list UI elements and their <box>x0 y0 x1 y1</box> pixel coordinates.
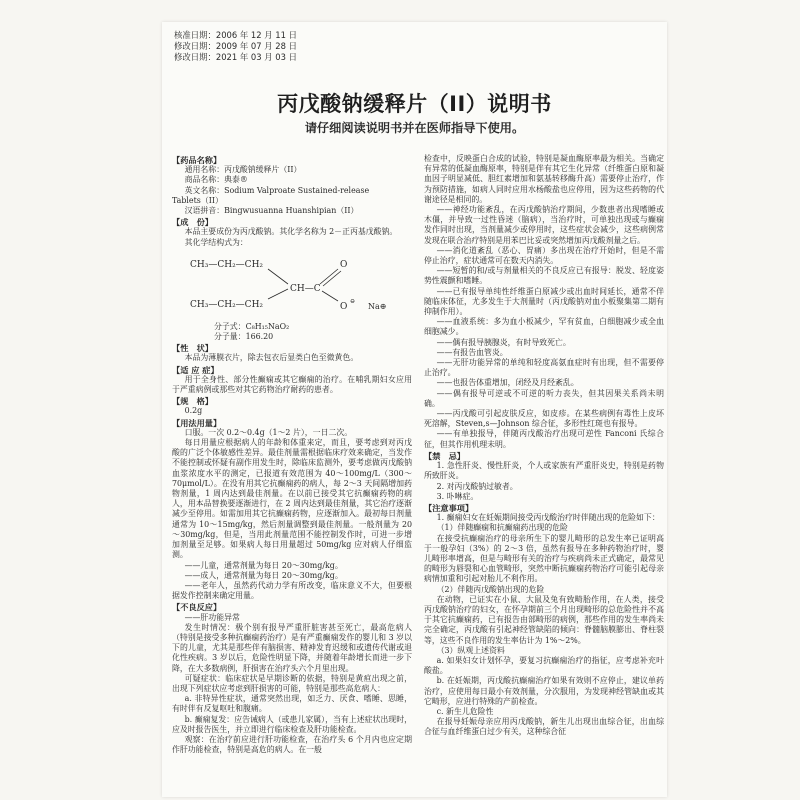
molecular-weight: 分子量：166.20 <box>214 332 274 342</box>
adverse-line: b. 癫痫复发：应告诫病人（或患儿家属），当有上述症状出现时，应及时报告医生，并立即进行临床检查及肝功能检查。 <box>172 714 412 734</box>
revision-date-1: 修改日期：2009 年 07 月 28 日 <box>174 41 297 51</box>
name-line: 商品名称：典泰® <box>184 175 248 185</box>
name-line: 汉语拼音：Bingwusuanna Huanshipian（II） <box>184 206 359 216</box>
document-subtitle: 请仔细阅读说明书并在医师指导下使用。 <box>304 121 525 135</box>
revision-date-2: 修改日期：2021 年 03 月 03 日 <box>174 52 297 62</box>
continued-line: ——血液系统：多为血小板减少，罕有贫血，白细胞减少或全血细胞减少。 <box>424 317 664 337</box>
indication-text: 用于全身性、部分性癫痫或其它癫痫的治疗。在哺乳期妇女应用于严重病例或那些对其它药物治疗耐药的患者。 <box>172 374 412 395</box>
continued-line: ——已有报导单纯性纤维蛋白原减少或出血时间延长，通常不伴随临床体征，尤多发生于大剂量时（丙戊酸钠对血小板聚集第二期有抑制作用）。 <box>424 286 664 317</box>
structure-na: Na⊕ <box>368 301 387 311</box>
caution-line: b. 在妊娠期，丙戊酸抗癫痫治疗如果有效则不应停止，建议单药治疗，应使用每日最小有效剂量，分次服用，为发现神经管缺血或其它畸形，应进行特殊的产前检查。 <box>424 676 664 706</box>
structure-ch: CH—C <box>290 283 321 294</box>
caution-line: 在报导妊娠母亲应用丙戊酸钠，新生儿出现出血综合征，出血综合征与血纤维蛋白过少有关，这种综合征 <box>424 717 664 737</box>
contra-line: 1. 急性肝炎、慢性肝炎，个人或家族有严重肝炎史，特别是药物所致肝炎。 <box>424 461 664 481</box>
continued-line: ——偶有报导胰腺炎，有时导致死亡。 <box>436 337 571 347</box>
adverse-line: 可疑症状：临床症状是早期诊断的依据，特别是黄疸出现之前，出现下列症状应考虑到肝损害的可能，特别是那些高危病人： <box>172 673 412 693</box>
name-line: 通用名称：丙戊酸钠缓释片（II） <box>184 165 302 175</box>
structure-o-top: O <box>340 259 348 270</box>
contra-line: 2. 对丙戊酸钠过敏者。 <box>436 481 518 491</box>
structure-label: 其化学结构式为： <box>184 237 248 247</box>
caution-line: （3）纵观上述资料 <box>436 645 505 655</box>
section-heading-spec: 【规 格】 <box>172 396 213 407</box>
structure-ch3-bottom: CH₃—CH₂—CH₂ <box>190 299 264 310</box>
date-block <box>174 30 297 63</box>
adverse-line: a. 非特异性症状，通常突然出现，如乏力、厌食、嗜睡、思睡，有时伴有反复呕吐和腹痛。 <box>172 694 412 714</box>
composition-text: 本品主要成份为丙戊酸钠。其化学名称为 2－正丙基戊酸钠。 <box>184 227 398 237</box>
usage-line: ——老年人，虽然药代动力学有所改变，临床意义不大，但要根据发作控制来确定用量。 <box>172 580 412 601</box>
name-line: 英文名称：Sodium Valproate Sustained-release <box>184 185 370 195</box>
section-heading-composition: 【成 份】 <box>172 217 213 228</box>
adverse-line: 观察：在治疗前应进行肝功能检查，在治疗头 6 个月内也应定期作肝功能检查，特别是高危的病人。在一般 <box>172 734 412 755</box>
continued-line: ——无肝功能异常的单纯和轻度高氨血症时有出现，但不需要停止治疗。 <box>424 358 664 378</box>
adverse-line: 发生时情况：极个别有报导严重肝脏害甚至死亡，最高危病人（特别是接受多种抗癫痫药治疗）是有严重癫痫发作的婴儿和 3 岁以下的儿童，尤其是那些伴有脑损害、精神发育迟缓和或遗传代谢或退化性疾病。3 岁以后，危险性明显下降，并随着年龄增长而进一步下降，在大多数病例，肝损害在治疗头六个月里出现。 <box>172 622 412 673</box>
continued-line: ——神经功能紊乱，在丙戊酸钠治疗期间，少数患者出现嗜睡或木僵，并导致一过性昏迷（脑病），当治疗时，可单独出现或与癫痫发作同时出现，当剂量减少或停用时，这些症状会减少，这些病例常发现在联合治疗特别是用苯巴比妥或突然增加丙戊酸剂量之后。 <box>424 205 664 245</box>
structure-ch3-top: CH₃—CH₂—CH₂ <box>190 259 264 270</box>
usage-line: 每日用量应根据病人的年龄和体重来定，而且，要考虑到对丙戊酸的广泛个体敏感性差异。最佳剂量需根据临床疗效来确定，当发作不能控制或怀疑有副作用发生时，除临床监测外，要考虑做丙戊酸钠血浆浓度水平的测定，已报道有效范围为 40～100mg/L（300～70μmol/L）。在没有用其它抗癫痫药的病人，每 2～3 天间隔增加药物剂量，1 周内达到最佳剂量。在以前已接受其它抗癫痫药物的病人，用本品替换要逐渐进行，在 2 周内达到最佳剂量，其它治疗逐渐减少至停用。如需加用其它抗癫痫药物，应逐渐加入。最初每日剂量通常为 10～15mg/kg，然后剂量调整到最佳剂量。一般剂量为 20～30mg/kg，但是，当用此剂量范围不能控制发作时，可进一步增加剂量至足够。如果病人每日用量超过 50mg/kg 应对病人仔细监测。 <box>172 438 412 560</box>
structure-drawing <box>190 251 400 321</box>
document-title: 丙戊酸钠缓释片（II）说明书 <box>277 92 552 116</box>
spec-text: 0.2g <box>184 406 203 416</box>
caution-line: c. 新生儿危险性 <box>436 706 494 716</box>
character-text: 本品为薄膜衣片，除去包衣后显类白色至微黄色。 <box>184 353 359 363</box>
usage-line: ——成人，通常剂量为每日 20～30mg/kg。 <box>184 570 343 580</box>
section-heading-adverse: 【不良反应】 <box>172 602 222 613</box>
caution-line: a. 如果妇女计划怀孕，要复习抗癫痫治疗的指征，应考虑补充叶酸盐。 <box>424 655 664 676</box>
contra-line: 3. 卟啉症。 <box>436 491 479 501</box>
section-heading-character: 【性 状】 <box>172 343 213 354</box>
continued-line: 检查中，反映蛋白合成的试验，特别是凝血酶原率最为相关。当确定有异常的低凝血酶原率，特别是伴有其它生化异常（纤维蛋白原和凝血因子明显减低、胆红素增加和氨基转移酶升高）需要停止治疗，作为预防措施，如病人同时应用水杨酸盐也应停用，因为这些药物的代谢途径是相同的。 <box>424 154 664 204</box>
continued-line: ——消化道紊乱（恶心、胃痛）多出现在治疗开始时，但是不需停止治疗，症状通常可在数天内消失。 <box>424 245 664 266</box>
caution-line: 在接受抗癫痫治疗的母亲所生下的婴儿畸形的总发生率已证明高于一般孕妇（3%）的 2～3 倍，虽然有报导在多种药物治疗时，婴儿畸形率增高，但是与畸形有关的治疗与疾病尚未正式确定，最常见的畸形为唇裂和心血管畸形，突然中断抗癫痫药物治疗可能引起母亲病情加重和引起对胎儿不利作用。 <box>424 533 664 584</box>
left-column <box>172 154 412 755</box>
usage-line: ——儿童，通常剂量为每日 20～30mg/kg。 <box>184 560 343 570</box>
continued-line: ——有单独报导，伴随丙戊酸治疗出现可逆性 Fanconi 氏综合征，但其作用机理未明。 <box>424 429 664 449</box>
adverse-line: ——肝功能异常 <box>184 612 240 622</box>
continued-line: ——丙戊酸可引起皮肤反应，如皮疹。在某些病例有毒性上皮坏死溶解，Steven,s—Johnson 综合征，多形性红斑也有报导。 <box>424 409 664 429</box>
caution-line: （2）伴随丙戊酸钠出现的危险 <box>436 584 545 594</box>
right-column <box>424 154 664 738</box>
section-heading-precautions: 【注意事项】 <box>424 502 474 513</box>
section-heading-name: 【药品名称】 <box>172 155 222 165</box>
continued-line: ——也报告体重增加，闭经及月经紊乱。 <box>436 378 579 388</box>
section-heading-indication: 【适 应 症】 <box>172 364 219 375</box>
continued-line: ——有报告血管炎。 <box>436 347 508 357</box>
structure-o-charge: ⊖ <box>350 297 356 305</box>
caution-line: 1. 癫痫妇女在妊娠期间接受丙戊酸治疗时伴随出现的危险如下： <box>436 513 660 523</box>
structure-o-bottom: O <box>340 301 348 312</box>
continued-line: ——偶有报导可逆或不可逆的听力丧失，但其因果关系尚未明确。 <box>424 388 664 408</box>
section-heading-usage: 【用法用量】 <box>172 417 222 428</box>
caution-line: （1）伴随癫痫和抗癫痫药出现的危险 <box>436 523 568 533</box>
leaflet-page <box>162 22 667 797</box>
approval-date: 核准日期：2006 年 12 月 11 日 <box>174 30 297 40</box>
usage-line: 口服。一次 0.2～0.4g（1～2 片），一日二次。 <box>184 427 353 437</box>
continued-line: ——短暂的和/或与剂量相关的不良反应已有报导：脱发、轻度姿势性震颤和嗜睡。 <box>424 266 664 286</box>
caution-line: 在动物，已证实在小鼠、大鼠及兔有致畸胎作用，在人类，接受丙戊酸钠治疗的妇女，在怀孕期前三个月出现畸形的总危险性并不高于其它抗癫痫药，已有报告由部畸形的病例，那些作用的发生率尚未完全确定，丙戊酸有引起神经管缺陷的倾向：脊髓脑膜膨出、脊柱裂等，这些不良作用的发生率估计为 1%～2%。 <box>424 594 664 645</box>
section-heading-contraindications: 【禁 忌】 <box>424 450 465 461</box>
molecular-formula: 分子式：C₈H₁₅NaO₂ <box>214 321 290 331</box>
name-line: Tablets（II） <box>172 195 223 205</box>
chemical-structure <box>190 251 412 321</box>
